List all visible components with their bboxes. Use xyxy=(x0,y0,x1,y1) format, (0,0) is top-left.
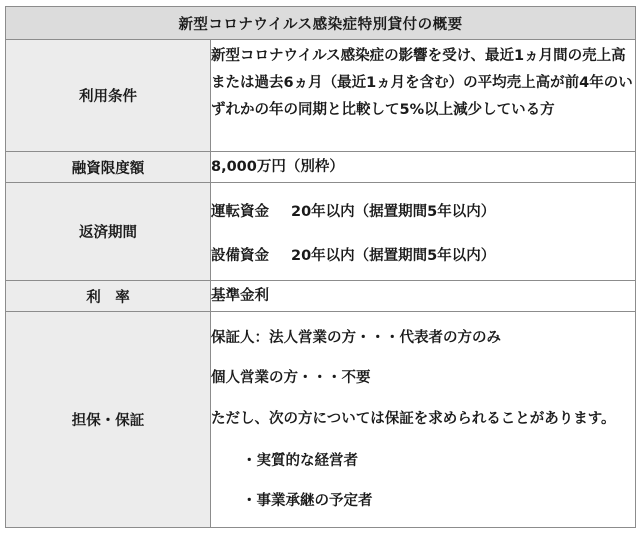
collateral-note: ただし、次の方については保証を求められることがあります。 xyxy=(211,411,616,427)
collateral-individual: 個人営業の方・・・不要 xyxy=(211,370,371,386)
limit-cell xyxy=(211,152,636,183)
collateral-cell xyxy=(211,312,636,528)
conditions-label: 利用条件 xyxy=(6,40,211,152)
repayment-equipment xyxy=(211,246,635,266)
row-conditions xyxy=(6,40,636,152)
loan-summary-table xyxy=(5,6,636,528)
equipment-term: 20年以内（据置期間5年以内） xyxy=(291,248,496,264)
row-collateral xyxy=(6,312,636,528)
rate-cell xyxy=(211,281,636,312)
conditions-value: 新型コロナウイルス感染症の影響を受け、最近1ヵ月間の売上高または過去6ヵ月（最近1ヵ月を含む）の平均売上高が前4年のいずれかの年の同期と比較して5%以上減少している方 xyxy=(211,48,633,118)
collateral-corporate: 保証人：法人営業の方・・・代表者の方のみ xyxy=(211,330,501,346)
table-title: 新型コロナウイルス感染症特別貸付の概要 xyxy=(6,7,636,40)
repayment-label: 返済期間 xyxy=(6,183,211,281)
row-limit xyxy=(6,152,636,183)
limit-value: 8,000万円（別枠） xyxy=(211,159,344,175)
equipment-name: 設備資金 xyxy=(211,248,269,264)
rate-value: 基準金利 xyxy=(211,288,269,304)
repayment-cell xyxy=(211,183,636,281)
operating-term: 20年以内（据置期間5年以内） xyxy=(291,204,496,220)
conditions-cell xyxy=(211,40,636,152)
collateral-label: 担保・保証 xyxy=(6,312,211,528)
collateral-item-2: ・事業承継の予定者 xyxy=(242,493,373,509)
row-repayment xyxy=(6,183,636,281)
rate-label: 利 率 xyxy=(6,281,211,312)
operating-name: 運転資金 xyxy=(211,204,269,220)
repayment-operating xyxy=(211,202,635,222)
collateral-item-1: ・実質的な経営者 xyxy=(242,453,358,469)
row-rate xyxy=(6,281,636,312)
limit-label: 融資限度額 xyxy=(6,152,211,183)
title-row xyxy=(6,7,636,40)
